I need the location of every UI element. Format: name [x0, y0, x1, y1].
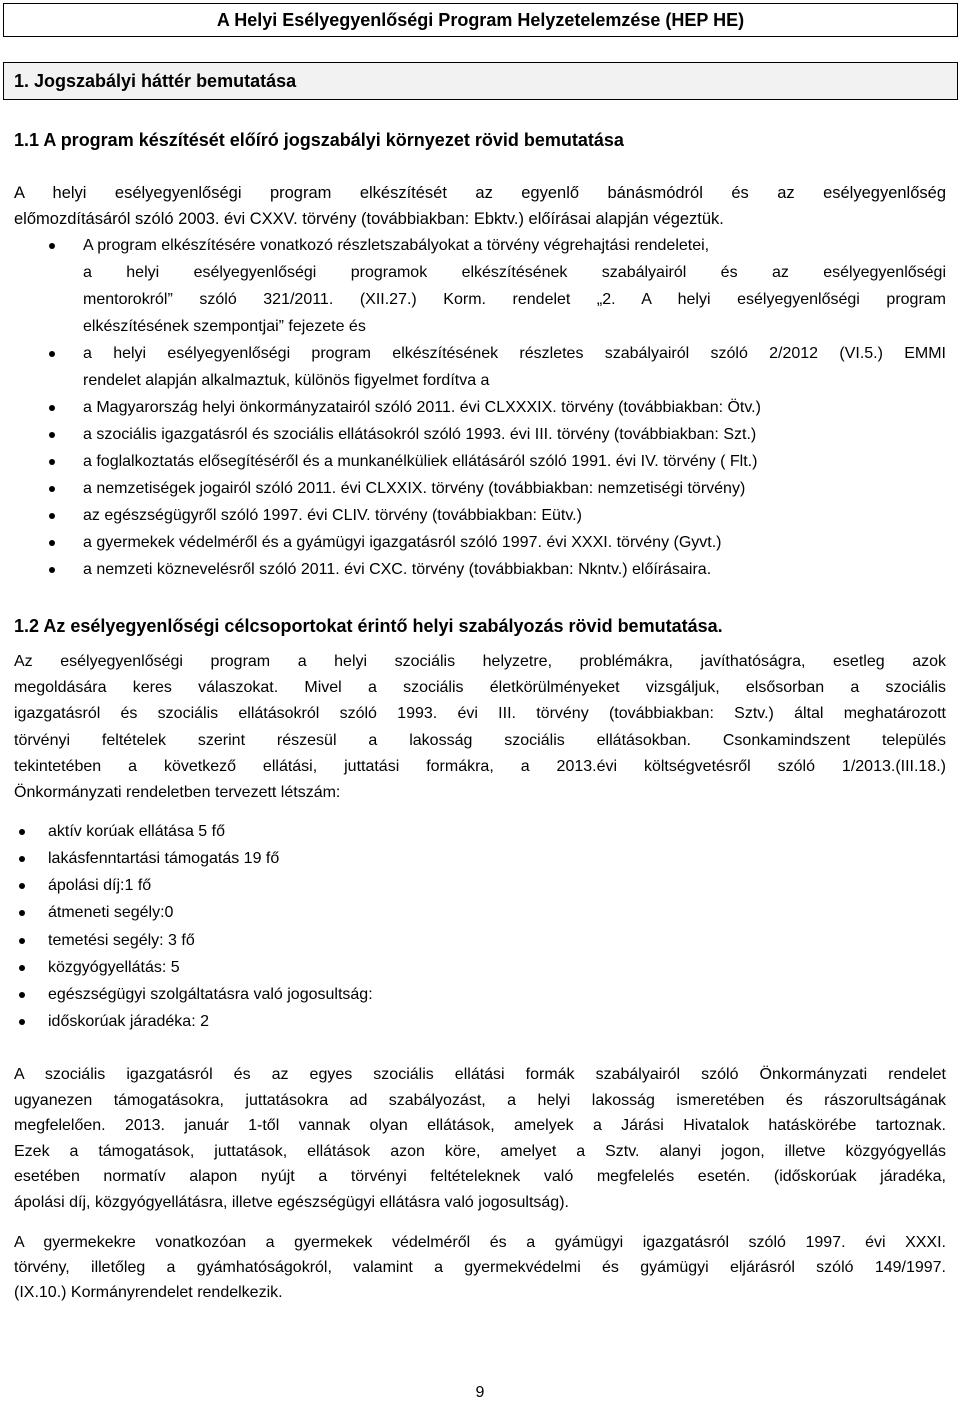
list-item-line: a szociális igazgatásról és szociális ellátásokról szóló 1993. évi III. törvény (továbbiakban: Szt.): [83, 426, 757, 443]
paragraph-line: előmozdításáról szóló 2003. évi CXXV. törvény (továbbiakban: Ebktv.) előírásai alapján végeztük.: [14, 210, 724, 228]
paragraph-line: ápolási díj, közgyógyellátásra, illetve egészségügyi ellátásra való jogosultság).: [14, 1193, 569, 1211]
list-item-line: A program elkészítésére vonatkozó részletszabályokat a törvény végrehajtási rendeletei,: [83, 237, 710, 254]
bullet-icon: [49, 540, 55, 546]
list-item: [14, 1008, 946, 1035]
paragraph-line: megoldására keres válaszokat. Mivel a szociális életkörülményeket vizsgáljuk, elsősorban a szociális: [14, 679, 946, 697]
local-regulation-paragraph: [14, 1062, 946, 1216]
list-item-line: a helyi esélyegyenlőségi program elkészítésének részletes szabályairól szóló 2/2012 (VI.5.) EMMI: [83, 345, 946, 362]
list-item: [14, 899, 946, 926]
list-item-line: a gyermekek védelméről és a gyámügyi igazgatásról szóló 1997. évi XXXI. törvény (Gyvt.): [83, 534, 722, 551]
list-item-text: aktív korúak ellátása 5 fő: [48, 823, 225, 840]
paragraph-line: törvény, illetőleg a gyámhatóságokról, valamint a gyermekvédelmi és gyámügyi eljárásról szóló 149/1997.: [14, 1259, 946, 1276]
bullet-icon: [49, 432, 55, 438]
paragraph-line: Ezek a támogatások, juttatások, ellátások azon köre, amelyet a Sztv. alanyi jogon, illetve közgyógyellás: [14, 1142, 946, 1160]
list-item-text: lakásfenntartási támogatás 19 fő: [48, 850, 280, 868]
bullet-icon: [19, 965, 25, 971]
list-item-line: a Magyarország helyi önkormányzatairól szóló 2011. évi CLXXXIX. törvény (továbbiakban: Ötv.): [83, 399, 761, 416]
list-item: [14, 818, 946, 845]
subsection-title-1-1: 1.1 A program készítését előíró jogszabályi környezet rövid bemutatása: [14, 130, 624, 150]
list-item-text: közgyógyellátás: 5: [48, 958, 180, 976]
legal-sources-list: [14, 232, 946, 583]
page-header-box: [3, 3, 958, 37]
paragraph-line: A szociális igazgatásról és az egyes szociális ellátási formák szabályairól szóló Önkormányzati rendelet: [14, 1066, 946, 1083]
list-item: [14, 954, 946, 981]
social-situation-paragraph: [14, 649, 946, 806]
section-title-box: [3, 62, 958, 100]
bullet-icon: [49, 243, 55, 249]
page-header-title: A Helyi Esélyegyenlőségi Program Helyzetelemzése (HEP HE): [216, 10, 745, 30]
subsection-title-1-2: 1.2 Az esélyegyenlőségi célcsoportokat érintő helyi szabályozás rövid bemutatása.: [14, 616, 723, 636]
list-item: [14, 394, 946, 421]
paragraph-line: ugyanezen támogatásokra, juttatásokra ad szabályozást, a helyi lakosság ismeretében és rászorultságának: [14, 1091, 946, 1109]
list-item-text: temetési segély: 3 fő: [48, 931, 195, 949]
bullet-icon: [49, 567, 55, 573]
list-item: [14, 845, 946, 872]
bullet-icon: [19, 938, 25, 944]
list-item: [14, 556, 946, 583]
bullet-icon: [49, 486, 55, 492]
paragraph-line: Önkormányzati rendeletben tervezett létszám:: [14, 784, 341, 802]
bullet-icon: [49, 405, 55, 411]
bullet-icon: [49, 351, 55, 357]
paragraph-line: megfelelően. 2013. január 1-től vannak olyan ellátások, amelyek a Járási Hivatalok hatáskörébe tartoznak.: [14, 1117, 946, 1135]
list-item-line: a foglalkoztatás elősegítéséről és a munkanélküliek ellátásáról szóló 1991. évi IV. törvény ( Flt.): [83, 453, 758, 470]
list-item: [14, 981, 946, 1008]
list-item: [14, 502, 946, 529]
paragraph-line: A gyermekekre vonatkozóan a gyermekek védelméről és a gyámügyi igazgatásról szóló 1997. évi XXXI.: [14, 1234, 946, 1251]
list-item: [14, 475, 946, 502]
bullet-icon: [49, 459, 55, 465]
child-protection-paragraph: [14, 1230, 946, 1305]
list-item-text: időskorúak járadéka: 2: [48, 1012, 209, 1030]
page-number: 9: [475, 1384, 485, 1401]
list-item-line: a helyi esélyegyenlőségi programok elkészítésének szabályairól és az esélyegyenlőségi: [83, 264, 946, 281]
list-item-line: mentorokról” szóló 321/2011. (XII.27.) Korm. rendelet „2. A helyi esélyegyenlőségi program: [83, 291, 946, 308]
paragraph-line: (IX.10.) Kormányrendelet rendelkezik.: [14, 1284, 283, 1301]
list-item-text: egészségügyi szolgáltatásra való jogosultság:: [48, 985, 373, 1003]
intro-paragraph: [14, 180, 946, 232]
paragraph-line: esetében normatív alapon nyújt a törvényi feltételeknek való megfelelés esetén. (időskorúak járadéka,: [14, 1168, 946, 1186]
list-item: [14, 340, 946, 394]
paragraph-line: törvényi feltételek szerint részesül a lakosság szociális ellátásokban. Csonkamindszent település: [14, 731, 946, 749]
list-item-text: átmeneti segély:0: [48, 904, 174, 922]
bullet-icon: [19, 829, 25, 835]
list-item: [14, 421, 946, 448]
list-item: [14, 232, 946, 340]
list-item-line: elkészítésének szempontjai” fejezete és: [83, 318, 366, 335]
list-item-line: a nemzeti köznevelésről szóló 2011. évi CXC. törvény (továbbiakban: Nkntv.) előírásaira.: [83, 561, 712, 578]
list-item-line: rendelet alapján alkalmaztuk, különös figyelmet fordítva a: [83, 372, 490, 389]
benefits-list: [14, 818, 946, 1035]
list-item: [14, 529, 946, 556]
list-item: [14, 872, 946, 899]
bullet-icon: [19, 992, 25, 998]
paragraph-line: igazgatásról és szociális ellátásokról szóló 1993. évi III. törvény (továbbiakban: Sztv.) által meghatározott: [14, 705, 946, 723]
paragraph-line: Az esélyegyenlőségi program a helyi szociális helyzetre, problémákra, javíthatóságra, esetleg azok: [14, 653, 946, 670]
list-item-text: ápolási díj:1 fő: [48, 877, 152, 895]
bullet-icon: [19, 1019, 25, 1025]
list-item-line: a nemzetiségek jogairól szóló 2011. évi CLXXIX. törvény (továbbiakban: nemzetiségi törvény): [83, 480, 746, 497]
paragraph-line: tekintetében a következő ellátási, juttatási formákra, a 2013.évi költségvetésről szóló 1/2013.(III.18.): [14, 757, 946, 775]
bullet-icon: [49, 513, 55, 519]
paragraph-line: A helyi esélyegyenlőségi program elkészítését az egyenlő bánásmódról és az esélyegyenlőség: [14, 184, 946, 202]
list-item: [14, 927, 946, 954]
section-title: 1. Jogszabályi háttér bemutatása: [14, 71, 297, 91]
list-item-line: az egészségügyről szóló 1997. évi CLIV. törvény (továbbiakban: Eütv.): [83, 507, 582, 524]
list-item: [14, 448, 946, 475]
